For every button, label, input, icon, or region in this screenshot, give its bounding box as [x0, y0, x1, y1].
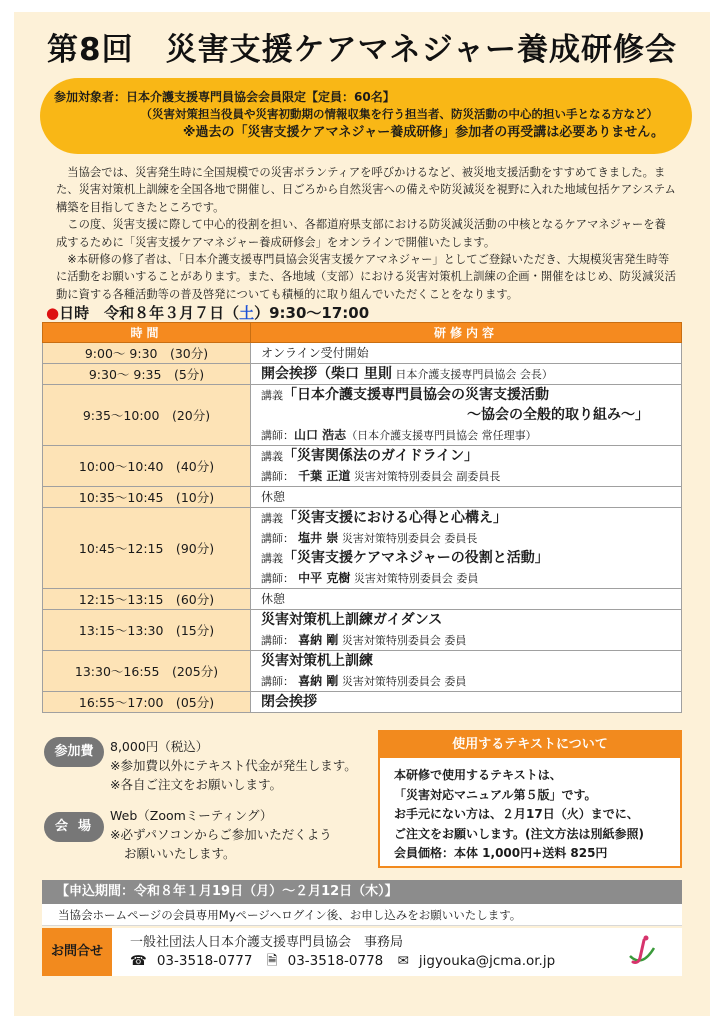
- schedule-content: [251, 364, 682, 385]
- lecture-tag: 講義: [261, 512, 283, 525]
- lecture-tag: 講義: [261, 389, 283, 402]
- page-title: 第8回 災害支援ケアマネジャー養成研修会: [47, 32, 677, 68]
- schedule-line: [261, 692, 675, 712]
- schedule-line: [261, 385, 675, 405]
- intro-paragraph-2: この度、災害支援に際して中心的役割を担い、各都道府県支部における防災減災活動の中核となるケアマネジャーを養成するために「災害支援ケアマネジャー養成研修会」をオンラインで開催いたします。: [56, 218, 666, 249]
- schedule-time: 9:35〜10:00 (20分): [43, 385, 251, 446]
- schedule-line: [261, 528, 675, 548]
- venue-line-3: お願いいたします。: [124, 846, 236, 861]
- association-logo-icon: [624, 934, 660, 970]
- schedule-content: [251, 589, 682, 610]
- bullet-icon: ●: [46, 304, 60, 322]
- textbook-line-5: 会員価格：本体 1,000円+送料 825円: [394, 846, 608, 860]
- schedule-time: 13:15〜13:30 (15分): [43, 610, 251, 651]
- schedule-row: [43, 692, 682, 713]
- event-date: [46, 302, 369, 323]
- application-note: 当協会ホームページの会員専用Myページへログイン後、お申し込みをお願いいたします。: [42, 904, 682, 926]
- schedule-row: [43, 508, 682, 589]
- contact-badge: お問合せ: [42, 928, 112, 976]
- schedule-row: [43, 343, 682, 364]
- schedule-header-row: [43, 323, 682, 343]
- intro-paragraph-1: 当協会では、災害発生時に全国規模での災害ボランティアを呼びかけるなど、被災地支援活動をすすめてきました。また、災害対策机上訓練を全国各地で開催し、日ごろから自然災害への備えや防災減災を視野に入れた地域包括ケアシステム構築を目指してきたところです。: [56, 166, 676, 214]
- target-audience-banner: [40, 78, 692, 154]
- session-title: 「日本介護支援専門員協会の災害支援活動: [283, 387, 549, 403]
- schedule-row: [43, 385, 682, 446]
- schedule-line: [261, 548, 675, 568]
- lecturer-tag: 講師：: [261, 634, 294, 647]
- lecturer-tag: 講師：: [261, 572, 294, 585]
- fax-icon: 🗎: [266, 953, 278, 969]
- schedule-line: [261, 425, 675, 445]
- lecture-tag: 講義: [261, 450, 283, 463]
- schedule-line: [261, 671, 675, 691]
- lecturer-tag: 講師：: [261, 429, 294, 442]
- schedule-time: 12:15〜13:15 (60分): [43, 589, 251, 610]
- header-content: 研修内容: [251, 323, 682, 343]
- fee-note-1: ※参加費以外にテキスト代金が発生します。: [110, 758, 357, 773]
- schedule-line: [261, 610, 675, 630]
- schedule-content: [251, 651, 682, 692]
- phone-icon: ☎: [130, 953, 147, 969]
- session-title: 〜協会の全般的取り組み〜」: [467, 407, 649, 423]
- schedule-row: [43, 446, 682, 487]
- schedule-content: [251, 446, 682, 487]
- lecturer-name: 喜納 剛: [294, 674, 339, 688]
- schedule-line: [261, 446, 675, 466]
- schedule-row: [43, 589, 682, 610]
- schedule-line: [261, 568, 675, 588]
- schedule-body: [43, 343, 682, 713]
- lecturer-tag: 講師：: [261, 532, 294, 545]
- schedule-text: 休憩: [261, 592, 286, 606]
- target-line-1: 参加対象者：日本介護支援専門員協会会員限定【定員：60名】: [54, 90, 395, 104]
- schedule-line: [261, 466, 675, 486]
- schedule-row: [43, 487, 682, 508]
- target-line-3: ※過去の「災害支援ケアマネジャー養成研修」参加者の再受講は必要ありません。: [182, 125, 664, 140]
- lecturer-tag: 講師：: [261, 675, 294, 688]
- session-title: 災害対策机上訓練ガイダンス: [261, 612, 443, 628]
- schedule-time: 10:35〜10:45 (10分): [43, 487, 251, 508]
- lecturer-affiliation: 日本介護支援専門員協会 会長）: [391, 368, 553, 381]
- schedule-time: 13:30〜16:55 (205分): [43, 651, 251, 692]
- session-title: 開会挨拶（柴口 里則: [261, 366, 392, 382]
- schedule-content: [251, 385, 682, 446]
- intro-paragraph-3: ※本研修の修了者は、「日本介護支援専門員協会災害支援ケアマネジャー」としてご登録いただき、大規模災害発生時等に活動をお願いすることがあります。また、各地域（支部）における災害対策机上訓練の企画・開催をはじめ、防災減災活動に資する各種活動等の普及啓発についても積極的に取り組んでいただくことをなります。: [56, 253, 676, 301]
- lecturer-affiliation: 災害対策特別委員会 委員: [338, 675, 467, 688]
- schedule-line: [261, 364, 675, 384]
- textbook-line-1: 本研修で使用するテキストは、: [394, 768, 562, 782]
- organization-name: 一般社団法人日本介護支援専門員協会 事務局: [130, 935, 404, 950]
- schedule-table: [42, 322, 682, 713]
- schedule-line: [261, 508, 675, 528]
- schedule-time: 9:30〜 9:35 (5分): [43, 364, 251, 385]
- header-time: 時間: [43, 323, 251, 343]
- schedule-line: [261, 487, 675, 507]
- venue-line-1: Web（Zoomミーティング）: [110, 808, 273, 823]
- application-period: 【申込期間：令和８年１月19日（月）〜２月12日（木）】: [42, 880, 682, 904]
- session-title: 「災害関係法のガイドライン」: [283, 448, 479, 464]
- lecturer-affiliation: 災害対策特別委員会 副委員長: [350, 470, 501, 483]
- phone-number[interactable]: 03-3518-0777: [156, 953, 253, 969]
- session-title: 閉会挨拶: [261, 694, 317, 710]
- venue-details: [110, 806, 332, 863]
- lecturer-tag: 講師：: [261, 470, 294, 483]
- contact-numbers: [130, 951, 565, 974]
- lecturer-name: 中平 克樹: [294, 571, 351, 585]
- schedule-content: [251, 487, 682, 508]
- schedule-line: [261, 405, 675, 425]
- venue-line-2: ※必ずパソコンからご参加いただくよう: [110, 827, 332, 842]
- schedule-content: [251, 692, 682, 713]
- schedule-row: [43, 364, 682, 385]
- schedule-row: [43, 610, 682, 651]
- email-link[interactable]: jigyouka@jcma.or.jp: [418, 953, 556, 969]
- schedule-content: [251, 508, 682, 589]
- target-line-2: （災害対策担当役員や災害初動期の情報収集を行う担当者、防災活動の中心的担い手となる方など）: [140, 107, 658, 121]
- intro-text: [56, 164, 676, 303]
- lecture-tag: 講義: [261, 552, 283, 565]
- schedule-content: [251, 610, 682, 651]
- schedule-time: 10:00〜10:40 (40分): [43, 446, 251, 487]
- lecturer-affiliation: （日本介護支援専門員協会 常任理事）: [346, 429, 537, 442]
- fee-details: [110, 737, 357, 794]
- textbook-body: [380, 758, 680, 864]
- textbook-line-4: ご注文をお願いします。(注文方法は別紙参照): [394, 826, 645, 841]
- lecturer-name: 塩井 崇: [294, 531, 339, 545]
- fee-badge: 参加費: [44, 737, 104, 767]
- mail-icon: ✉: [397, 953, 409, 969]
- date-label: 日時 令和８年３月７日（: [59, 304, 240, 322]
- date-weekday: 土: [239, 304, 255, 322]
- fax-number: 03-3518-0778: [287, 953, 384, 969]
- session-title: 「災害支援ケアマネジャーの役割と活動」: [283, 550, 549, 566]
- schedule-text: オンライン受付開始: [261, 346, 369, 360]
- fee-note-2: ※各自ご注文をお願いします。: [110, 777, 282, 792]
- session-title: 「災害支援における心得と心構え」: [283, 510, 507, 526]
- textbook-line-3: お手元にない方は、２月17日（火）までに、: [394, 807, 639, 821]
- schedule-time: 9:00〜 9:30 (30分): [43, 343, 251, 364]
- schedule-time: 16:55〜17:00 (05分): [43, 692, 251, 713]
- schedule-line: [261, 343, 675, 363]
- date-time: ）9:30〜17:00: [254, 304, 370, 322]
- textbook-box: [378, 730, 682, 868]
- schedule-line: [261, 651, 675, 671]
- lecturer-affiliation: 災害対策特別委員会 委員: [350, 572, 479, 585]
- lecturer-name: 千葉 正道: [294, 469, 351, 483]
- venue-badge: 会場: [44, 812, 104, 842]
- schedule-time: 10:45〜12:15 (90分): [43, 508, 251, 589]
- lecturer-name: 喜納 剛: [294, 633, 339, 647]
- lecturer-affiliation: 災害対策特別委員会 委員長: [338, 532, 478, 545]
- schedule-line: [261, 630, 675, 650]
- session-title: 災害対策机上訓練: [261, 653, 373, 669]
- lecturer-name: 山口 浩志: [294, 428, 347, 442]
- textbook-line-2: 「災害対応マニュアル第５版」です。: [394, 787, 597, 802]
- schedule-text: 休憩: [261, 490, 286, 504]
- schedule-row: [43, 651, 682, 692]
- fee-amount: 8,000円（税込）: [110, 739, 209, 754]
- textbook-header: 使用するテキストについて: [380, 732, 680, 758]
- lecturer-affiliation: 災害対策特別委員会 委員: [338, 634, 467, 647]
- schedule-line: [261, 589, 675, 609]
- schedule-content: [251, 343, 682, 364]
- contact-section: [42, 928, 682, 976]
